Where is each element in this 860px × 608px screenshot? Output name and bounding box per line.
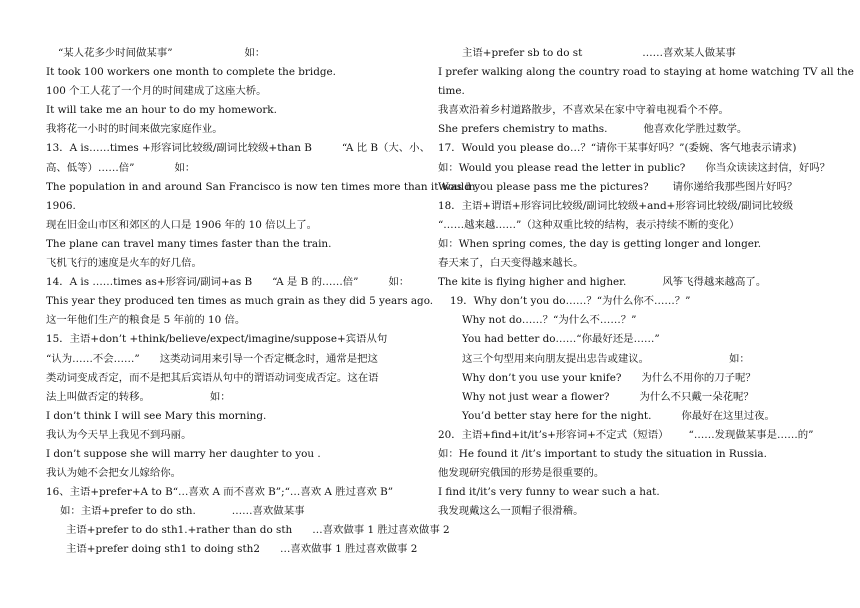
text-segment: 我发现戴这么一顶帽子很滑稽。 <box>438 505 584 518</box>
left-line <box>46 426 428 445</box>
left-line <box>46 82 428 101</box>
text-segment: 请你递给我那些图片好吗？ <box>672 180 798 193</box>
right-line <box>438 502 820 521</box>
left-line <box>46 464 428 483</box>
text-segment: I prefer walking along the country road to staying at home watching TV all the <box>438 66 854 79</box>
text-segment: 18．主语+谓语+形容词比较级/副词比较级+and+形容词比较级/副词比较级 <box>438 199 794 212</box>
text-segment: 如： <box>244 47 266 59</box>
right-line <box>438 120 820 139</box>
text-segment: 春天来了，白天变得越来越长。 <box>438 257 584 270</box>
right-line <box>438 44 820 63</box>
right-line <box>438 350 820 369</box>
text-segment: 如：When spring comes, the day is getting longer and longer. <box>438 237 762 250</box>
text-segment: “A 是 B 的……倍” <box>272 276 359 289</box>
text-segment: “A 比 B（大、小、 <box>341 142 430 155</box>
text-segment: 如： <box>729 352 750 365</box>
text-segment: 我认为她不会把女儿嫁给你。 <box>46 467 182 480</box>
text-segment: This year they produced ten times as much grain as they did 5 years ago. <box>46 295 434 308</box>
text-segment: 17．Would you please do…？“请你干某事好吗？”(委婉、客气地表示请求) <box>438 142 797 155</box>
text-segment: 如： <box>209 390 231 403</box>
text-segment: Why don’t you use your knife? <box>462 371 622 384</box>
text-segment: I find it/it’s very funny to wear such a hat. <box>438 486 660 499</box>
left-line <box>46 407 428 426</box>
right-line <box>438 292 820 311</box>
text-segment: 你最好在这里过夜。 <box>681 409 775 422</box>
left-line <box>46 120 428 139</box>
text-segment: 他发现研究俄国的形势是很重要的。 <box>438 467 605 480</box>
left-line <box>46 521 450 540</box>
right-line <box>438 388 820 407</box>
left-line <box>46 254 428 273</box>
text-segment: It took 100 workers one month to complete the bridge. <box>46 66 336 79</box>
text-segment: 如：He found it /it’s important to study the situation in Russia. <box>438 447 767 460</box>
right-line <box>438 254 820 273</box>
left-line <box>46 483 428 502</box>
text-segment: She prefers chemistry to maths. <box>438 123 608 136</box>
text-segment: It will take me an hour to do my homework. <box>46 104 277 117</box>
left-line <box>46 63 428 82</box>
left-line <box>46 101 428 120</box>
text-segment: 15．主语+don’t +think/believe/expect/imagine/suppose+宾语从句 <box>46 333 388 346</box>
text-segment: “认为……不会……” <box>46 352 140 365</box>
right-line <box>438 178 820 197</box>
right-line <box>438 159 831 178</box>
text-segment: ……喜欢某人做某事 <box>642 47 736 59</box>
right-line <box>438 369 820 388</box>
text-segment: 你当众读读这封信，好吗？ <box>705 161 831 174</box>
right-line <box>438 101 820 120</box>
text-segment: “某人花多少时间做某事” <box>58 47 173 59</box>
text-segment: 14．A is ……times as+形容词/副词+as B <box>46 276 253 289</box>
text-segment: The plane can travel many times faster than the train. <box>46 237 332 250</box>
text-segment: 1906. <box>46 199 76 212</box>
text-segment: 主语+prefer sb to do st <box>462 47 583 59</box>
left-line <box>46 388 428 407</box>
text-segment: 这三个句型用来向朋友提出忠告或建议。 <box>462 352 650 365</box>
text-segment: 为什么不只戴一朵花呢？ <box>639 390 754 403</box>
text-segment: 我喜欢沿着乡村道路散步，不喜欢呆在家中守着电视看个不停。 <box>438 104 729 117</box>
text-segment: 13．A is……times +形容词比较级/副词比较级+than B <box>46 142 312 155</box>
text-segment: I don’t think I will see Mary this morning. <box>46 409 267 422</box>
text-segment: 这一年他们生产的粮食是 5 年前的 10 倍。 <box>46 314 246 327</box>
text-segment: You had better do……“你最好还是……” <box>462 333 660 346</box>
text-segment: “……发现做某事是……的” <box>688 428 814 441</box>
text-segment: 现在旧金山市区和郊区的人口是 1906 年的 10 倍以上了。 <box>46 218 318 231</box>
left-line <box>46 292 434 311</box>
left-line <box>46 235 428 254</box>
text-segment: 法上叫做否定的转移。 <box>46 390 150 403</box>
text-segment: 16、主语+prefer+A to B“…喜欢 A 而不喜欢 B”;“…喜欢 A 胜过喜欢 B” <box>46 486 394 499</box>
left-line <box>46 197 428 216</box>
left-line <box>46 159 428 178</box>
right-line <box>438 426 820 445</box>
text-segment: …喜欢做事 1 胜过喜欢做事 2 <box>279 543 418 556</box>
text-segment: The population in and around San Francisco is now ten times more than it was in <box>46 180 476 193</box>
text-segment: time. <box>438 85 465 98</box>
text-segment: “……越来越……”（这种双重比较的结构，表示持续不断的变化） <box>438 218 740 231</box>
right-line <box>438 139 820 158</box>
right-line <box>438 311 820 330</box>
text-segment: 如： <box>388 276 410 289</box>
right-line <box>438 216 820 235</box>
text-segment: 风筝飞得越来越高了。 <box>662 276 767 289</box>
text-segment: Would you please pass me the pictures? <box>438 180 649 193</box>
left-line <box>46 44 428 63</box>
text-segment: 类动词变成否定，而不是把其后宾语从句中的谓语动词变成否定。这在语 <box>46 371 379 384</box>
right-column <box>438 44 854 521</box>
text-segment: 我认为今天早上我见不到玛丽。 <box>46 428 192 441</box>
right-line <box>438 330 820 349</box>
right-line <box>438 235 820 254</box>
right-line <box>438 273 820 292</box>
text-segment: 100 个工人花了一个月的时间建成了这座大桥。 <box>46 85 267 98</box>
text-segment: 为什么不用你的刀子呢？ <box>641 371 756 384</box>
text-segment: 如： <box>174 161 196 174</box>
text-segment: The kite is flying higher and higher. <box>438 276 627 289</box>
left-line <box>46 273 428 292</box>
text-segment: 如：主语+prefer to do sth. <box>60 505 196 518</box>
right-line <box>438 82 820 101</box>
text-segment: I don’t suppose she will marry her daughter to you . <box>46 447 321 460</box>
text-segment: 我将花一小时的时间来做完家庭作业。 <box>46 123 223 136</box>
left-line <box>46 311 428 330</box>
text-segment: 20．主语+find+it/it’s+形容词+不定式（短语） <box>438 428 669 441</box>
right-line <box>438 63 854 82</box>
left-line <box>46 502 428 521</box>
left-line <box>46 350 428 369</box>
text-segment: 如：Would you please read the letter in public? <box>438 161 686 174</box>
text-segment: 飞机飞行的速度是火车的好几倍。 <box>46 257 202 270</box>
right-line <box>438 483 820 502</box>
right-line <box>438 464 820 483</box>
text-segment: 这类动词用来引导一个否定概念时，通常是把这 <box>159 352 378 365</box>
text-segment: 19．Why don’t you do……？“为什么你不……？” <box>450 295 691 308</box>
text-segment: 他喜欢化学胜过数学。 <box>643 123 748 136</box>
text-segment: 主语+prefer to do sth1.+rather than do sth <box>66 524 293 537</box>
left-line <box>46 445 428 464</box>
left-line <box>46 369 428 388</box>
right-line <box>438 445 820 464</box>
text-segment: You’d better stay here for the night. <box>462 409 652 422</box>
text-segment: 主语+prefer doing sth1 to doing sth2 <box>66 543 260 556</box>
text-segment: 高、低等）……倍” <box>46 161 135 174</box>
left-line <box>46 139 428 158</box>
left-line <box>46 540 428 559</box>
left-column <box>46 44 476 560</box>
text-segment: ……喜欢做某事 <box>231 505 305 518</box>
text-segment: Why not just wear a flower? <box>462 390 610 403</box>
right-line <box>438 407 820 426</box>
left-line <box>46 178 476 197</box>
left-line <box>46 216 428 235</box>
text-segment: …喜欢做事 1 胜过喜欢做事 2 <box>312 524 450 537</box>
right-line <box>438 197 820 216</box>
left-line <box>46 330 428 349</box>
text-segment: Why not do……？“为什么不……？” <box>462 314 637 327</box>
